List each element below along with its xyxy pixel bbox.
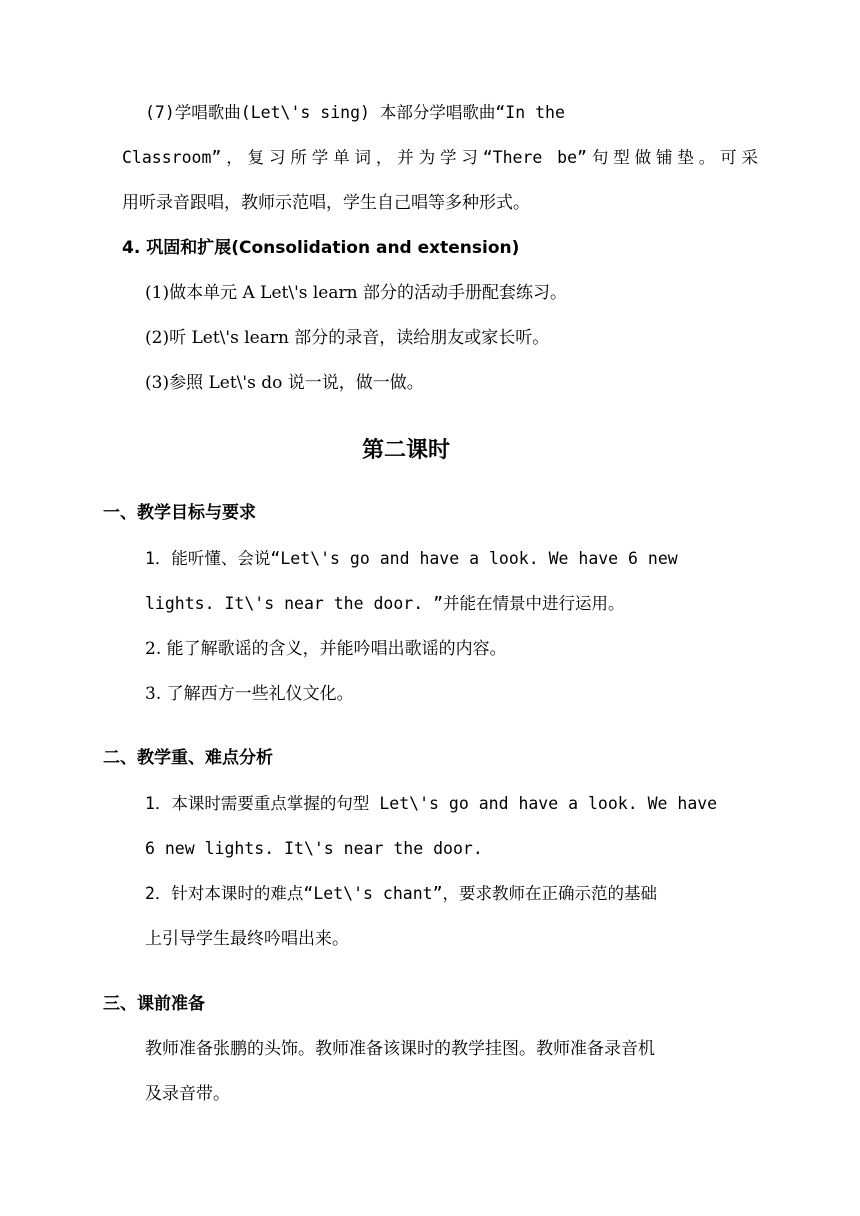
preparation-heading: 三、课前准备 [103,994,205,1014]
section4-item3: (3)参照 Let\'s do 说一说，做一做。 [145,373,424,393]
objective-item1-line1: 1．能听懂、会说“Let\'s go and have a look. We have 6 new [145,549,678,568]
item7-line2: Classroom”，复习所学单词，并为学习“There be”句型做铺垫。可采 [122,148,758,167]
objectives-heading: 一、教学目标与要求 [103,503,256,523]
lesson-title: 第二课时 [362,438,451,463]
section4-heading: 4. 巩固和扩展(Consolidation and extension) [122,238,520,258]
key-point-item2-line2: 上引导学生最终吟唱出来。 [145,929,349,949]
key-point-item1-line2: 6 new lights. It\'s near the door. [145,839,483,858]
section4-item2: (2)听 Let\'s learn 部分的录音，读给朋友或家长听。 [145,328,550,348]
item7-line1: (7)学唱歌曲(Let\'s sing) 本部分学唱歌曲“In the [145,103,565,122]
item7-line3: 用听录音跟唱，教师示范唱，学生自己唱等多种形式。 [122,193,530,213]
key-point-item2-line1: 2．针对本课时的难点“Let\'s chant”，要求教师在正确示范的基础 [145,884,658,903]
section4-item1: (1)做本单元 A Let\'s learn 部分的活动手册配套练习。 [145,283,567,303]
objective-item2: 2. 能了解歌谣的含义，并能吟唱出歌谣的内容。 [145,639,507,659]
key-point-item1-line1: 1．本课时需要重点掌握的句型 Let\'s go and have a look. We have [145,794,718,813]
objective-item1-line2: lights. It\'s near the door. ”并能在情景中进行运用。 [145,594,625,613]
preparation-line2: 及录音带。 [145,1084,230,1104]
key-points-heading: 二、教学重、难点分析 [103,748,273,768]
objective-item3: 3. 了解西方一些礼仪文化。 [145,684,354,704]
preparation-line1: 教师准备张鹏的头饰。教师准备该课时的教学挂图。教师准备录音机 [145,1039,655,1059]
